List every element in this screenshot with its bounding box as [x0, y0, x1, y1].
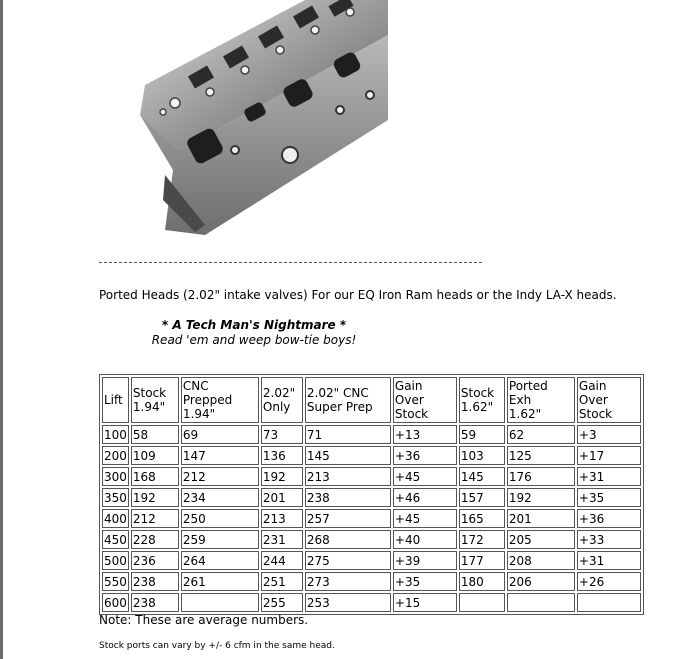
table-cell: 238	[131, 572, 179, 591]
table-cell: +36	[393, 446, 457, 465]
table-cell	[459, 593, 505, 612]
table-cell: 192	[261, 467, 303, 486]
table-cell: 255	[261, 593, 303, 612]
table-cell: 125	[507, 446, 575, 465]
table-cell: +17	[577, 446, 641, 465]
table-cell: +35	[577, 488, 641, 507]
table-cell: 238	[305, 488, 391, 507]
table-cell: 231	[261, 530, 303, 549]
table-cell: 234	[181, 488, 259, 507]
table-cell: 172	[459, 530, 505, 549]
table-cell: 201	[507, 509, 575, 528]
table-cell: 213	[261, 509, 303, 528]
table-cell: 147	[181, 446, 259, 465]
flow-table	[99, 374, 644, 615]
table-cell: 109	[131, 446, 179, 465]
table-cell: 168	[131, 467, 179, 486]
table-cell: 273	[305, 572, 391, 591]
table-cell: 200	[102, 446, 129, 465]
variance-note: Stock ports can vary by +/- 6 cfm in the same head.	[99, 641, 335, 651]
table-cell: 244	[261, 551, 303, 570]
table-cell: +40	[393, 530, 457, 549]
table-cell: 73	[261, 425, 303, 444]
table-row	[102, 467, 641, 486]
table-cell: 238	[131, 593, 179, 612]
table-cell	[507, 593, 575, 612]
header-202-only: 2.02" Only	[261, 377, 303, 423]
table-cell	[181, 593, 259, 612]
table-cell: 212	[181, 467, 259, 486]
table-cell: +39	[393, 551, 457, 570]
table-cell: +45	[393, 467, 457, 486]
table-cell: 103	[459, 446, 505, 465]
header-stock-194: Stock 1.94"	[131, 377, 179, 423]
table-cell: 450	[102, 530, 129, 549]
table-cell: 62	[507, 425, 575, 444]
table-cell: 259	[181, 530, 259, 549]
table-cell: 236	[131, 551, 179, 570]
table-cell: 212	[131, 509, 179, 528]
table-cell: 253	[305, 593, 391, 612]
table-cell: +36	[577, 509, 641, 528]
table-cell: 261	[181, 572, 259, 591]
table-cell: 275	[305, 551, 391, 570]
table-cell: 59	[459, 425, 505, 444]
table-cell: +26	[577, 572, 641, 591]
header-gain-over-stock-intake: Gain Over Stock	[393, 377, 457, 423]
table-cell: 176	[507, 467, 575, 486]
flow-table-header	[102, 377, 641, 423]
table-cell: 550	[102, 572, 129, 591]
table-cell: 268	[305, 530, 391, 549]
table-cell: 165	[459, 509, 505, 528]
table-row	[102, 530, 641, 549]
table-cell: 206	[507, 572, 575, 591]
table-row	[102, 509, 641, 528]
table-row	[102, 446, 641, 465]
table-cell: 600	[102, 593, 129, 612]
table-cell: 251	[261, 572, 303, 591]
table-cell: 500	[102, 551, 129, 570]
nightmare-subtitle: Read 'em and weep bow-tie boys!	[151, 333, 357, 347]
table-cell: 257	[305, 509, 391, 528]
table-cell: +31	[577, 467, 641, 486]
table-cell: 250	[181, 509, 259, 528]
table-row	[102, 425, 641, 444]
table-cell: +31	[577, 551, 641, 570]
table-cell: 71	[305, 425, 391, 444]
table-cell: 100	[102, 425, 129, 444]
table-cell: 69	[181, 425, 259, 444]
table-cell: +15	[393, 593, 457, 612]
table-cell: 145	[305, 446, 391, 465]
table-cell: 350	[102, 488, 129, 507]
table-cell: +46	[393, 488, 457, 507]
table-cell: +13	[393, 425, 457, 444]
table-row	[102, 488, 641, 507]
table-row	[102, 593, 641, 612]
flow-table-body	[102, 425, 641, 612]
header-202-cnc-super-prep: 2.02" CNC Super Prep	[305, 377, 391, 423]
table-cell: 300	[102, 467, 129, 486]
table-row	[102, 551, 641, 570]
header-ported-exh: Ported Exh 1.62"	[507, 377, 575, 423]
table-cell	[577, 593, 641, 612]
table-cell: 213	[305, 467, 391, 486]
table-cell: 177	[459, 551, 505, 570]
table-cell: 228	[131, 530, 179, 549]
table-cell: +33	[577, 530, 641, 549]
header-lift: Lift	[102, 377, 129, 423]
table-cell: 264	[181, 551, 259, 570]
table-cell: +45	[393, 509, 457, 528]
table-cell: 145	[459, 467, 505, 486]
table-cell: 157	[459, 488, 505, 507]
table-cell: +35	[393, 572, 457, 591]
table-row	[102, 572, 641, 591]
table-cell: 192	[507, 488, 575, 507]
table-cell: 205	[507, 530, 575, 549]
table-cell: 400	[102, 509, 129, 528]
header-stock-162: Stock 1.62"	[459, 377, 505, 423]
nightmare-heading: * A Tech Man's Nightmare *	[161, 318, 347, 332]
table-header-row	[102, 377, 641, 423]
table-cell: +3	[577, 425, 641, 444]
intro-text: Ported Heads (2.02" intake valves) For our EQ Iron Ram heads or the Indy LA-X heads.	[99, 288, 617, 302]
table-cell: 136	[261, 446, 303, 465]
header-gain-over-stock-exhaust: Gain Over Stock	[577, 377, 641, 423]
table-cell: 208	[507, 551, 575, 570]
cylinder-head-photo	[135, 0, 388, 235]
average-note: Note: These are average numbers.	[99, 613, 309, 627]
page-left-border	[0, 0, 3, 659]
table-cell: 58	[131, 425, 179, 444]
table-cell: 180	[459, 572, 505, 591]
table-cell: 201	[261, 488, 303, 507]
table-cell: 192	[131, 488, 179, 507]
header-cnc-prepped: CNC Prepped 1.94"	[181, 377, 259, 423]
dashed-separator	[99, 262, 482, 263]
